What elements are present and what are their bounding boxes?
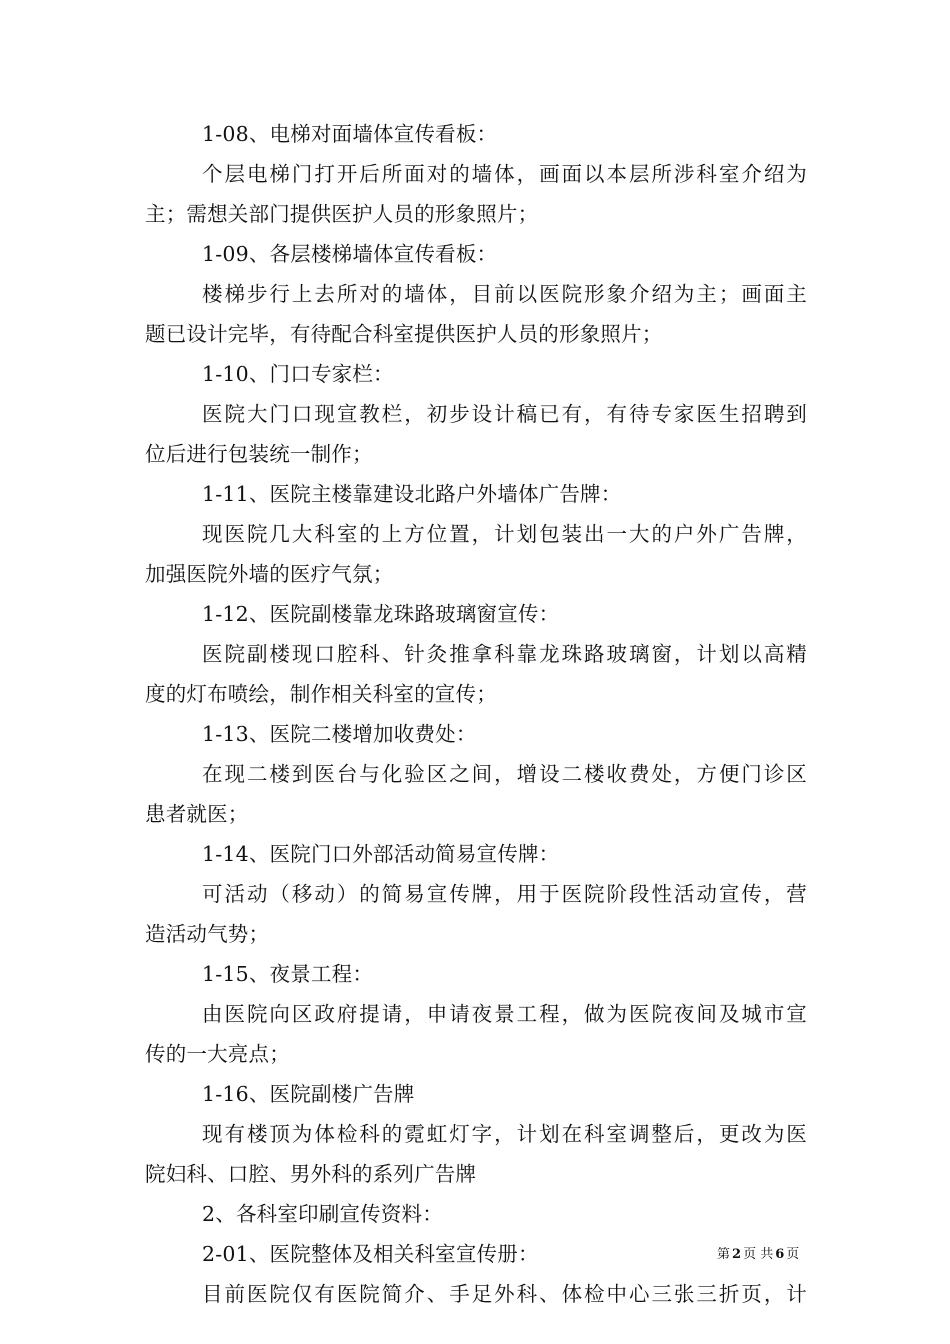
paragraph-line: 医院大门口现宣教栏，初步设计稿已有，有待专家医生招聘到 [202, 402, 807, 426]
heading-1-16: 1-16、医院副楼广告牌 [202, 1082, 415, 1106]
paragraph-line: 主；需想关部门提供医护人员的形象照片； [145, 202, 539, 226]
paragraph-line: 个层电梯门打开后所面对的墙体，画面以本层所涉科室介绍为 [202, 162, 807, 186]
paragraph-line: 传的一大亮点； [145, 1042, 290, 1066]
paragraph-line: 患者就医； [145, 802, 249, 826]
paragraph-line: 现有楼顶为体检科的霓虹灯字，计划在科室调整后，更改为医 [202, 1122, 807, 1146]
heading-1-13: 1-13、医院二楼增加收费处： [202, 722, 477, 746]
paragraph-line: 题已设计完毕，有待配合科室提供医护人员的形象照片； [145, 322, 663, 346]
footer-middle: 页 共 [743, 1247, 774, 1262]
paragraph-line: 可活动（移动）的简易宣传牌，用于医院阶段性活动宣传，营 [202, 882, 807, 906]
heading-1-15: 1-15、夜景工程： [202, 962, 374, 986]
paragraph-line: 现医院几大科室的上方位置，计划包装出一大的户外广告牌， [202, 522, 807, 546]
paragraph-line: 院妇科、口腔、男外科的系列广告牌 [145, 1162, 477, 1186]
paragraph-line: 度的灯布喷绘，制作相关科室的宣传； [145, 682, 497, 706]
heading-section-2: 2、各科室印刷宣传资料： [202, 1202, 443, 1226]
paragraph-line: 位后进行包装统一制作； [145, 442, 373, 466]
heading-2-01: 2-01、医院整体及相关科室宣传册： [202, 1242, 539, 1266]
paragraph-line: 由医院向区政府提请，申请夜景工程，做为医院夜间及城市宣 [202, 1002, 807, 1026]
paragraph-line: 目前医院仅有医院简介、手足外科、体检中心三张三折页，计 [202, 1282, 807, 1306]
page-footer [717, 1246, 799, 1264]
heading-1-11: 1-11、医院主楼靠建设北路户外墙体广告牌： [202, 482, 622, 506]
paragraph-line: 加强医院外墙的医疗气氛； [145, 562, 394, 586]
paragraph-line: 医院副楼现口腔科、针灸推拿科靠龙珠路玻璃窗，计划以高精 [202, 642, 807, 666]
footer-prefix: 第 [717, 1247, 731, 1262]
footer-suffix: 页 [786, 1247, 800, 1262]
paragraph-line: 楼梯步行上去所对的墙体，目前以医院形象介绍为主；画面主 [202, 282, 807, 306]
heading-1-12: 1-12、医院副楼靠龙珠路玻璃窗宣传： [202, 602, 560, 626]
heading-1-10: 1-10、门口专家栏： [202, 362, 394, 386]
heading-1-08: 1-08、电梯对面墙体宣传看板： [202, 122, 498, 146]
paragraph-line: 造活动气势； [145, 922, 270, 946]
current-page-number: 2 [732, 1247, 742, 1262]
heading-1-14: 1-14、医院门口外部活动简易宣传牌： [202, 842, 560, 866]
heading-1-09: 1-09、各层楼梯墙体宣传看板： [202, 242, 498, 266]
total-pages-number: 6 [775, 1247, 785, 1262]
paragraph-line: 在现二楼到医台与化验区之间，增设二楼收费处，方便门诊区 [202, 762, 807, 786]
